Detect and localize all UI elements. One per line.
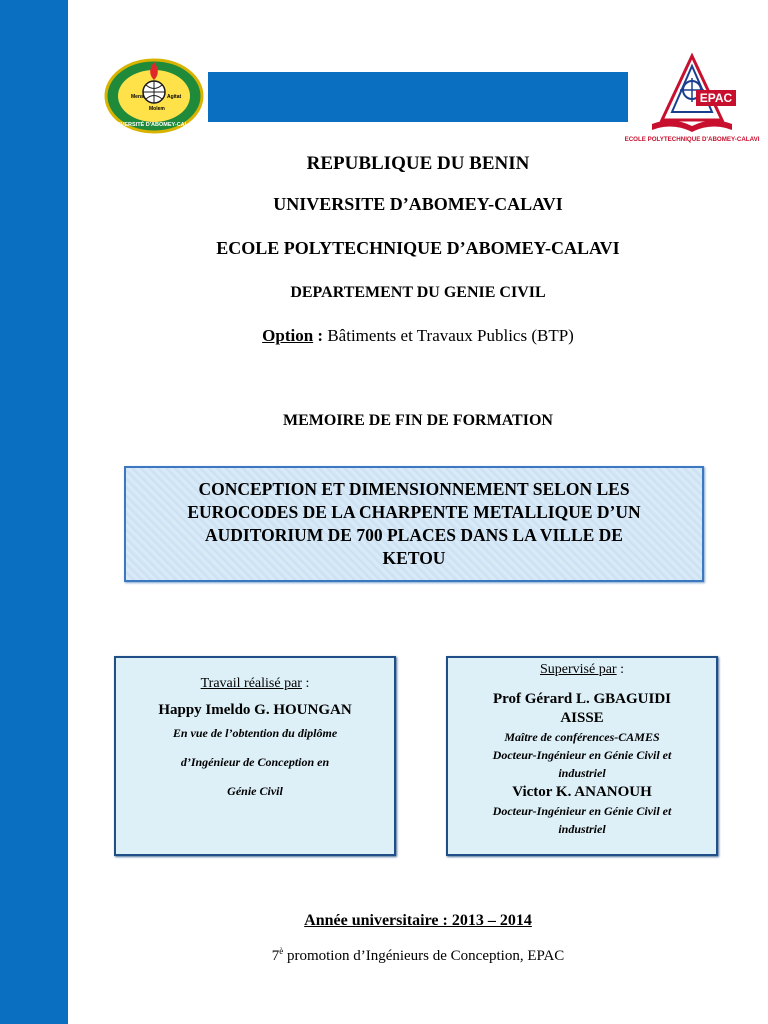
promotion-text: promotion d’Ingénieurs de Conception, EPAC: [283, 948, 565, 964]
supervisor-label: Supervisé par: [540, 662, 617, 677]
promotion-number: 7: [271, 948, 280, 964]
supervisor-1-title-2-line-1: Docteur-Ingénieur en Génie Civil et: [492, 748, 672, 762]
epac-acronym: EPAC: [699, 91, 733, 105]
thesis-title-line-2: EUROCODES DE LA CHARPENTE METALLIQUE D’UN: [187, 502, 641, 522]
thesis-title-box: [124, 466, 704, 582]
university-heading: UNIVERSITE D’ABOMEY-CALAVI: [273, 194, 563, 214]
left-blue-band: [0, 0, 68, 1024]
logo-motto-molem: Molem: [149, 106, 165, 112]
author-purpose-line-2: d’Ingénieur de Conception en: [180, 755, 330, 769]
author-name: Happy Imeldo G. HOUNGAN: [158, 702, 352, 718]
option-colon: :: [313, 326, 328, 345]
republic-heading: REPUBLIQUE DU BENIN: [306, 153, 530, 174]
thesis-title-line-4: KETOU: [382, 548, 446, 568]
epac-logo: [624, 50, 760, 144]
logo-motto-agitat: Agitat: [167, 94, 182, 100]
school-heading: ECOLE POLYTECHNIQUE D’ABOMEY-CALAVI: [216, 238, 620, 258]
academic-year: Année universitaire : 2013 – 2014: [304, 912, 532, 929]
supervisor-1-title-1: Maître de conférences-CAMES: [504, 730, 660, 744]
author-label-colon: :: [301, 676, 310, 691]
promotion-line: [68, 946, 768, 965]
epac-caption: ECOLE POLYTECHNIQUE D'ABOMEY-CALAVI: [624, 136, 760, 143]
author-box: [114, 656, 396, 856]
supervisor-label-line: [448, 662, 716, 678]
supervisor-2-name: Victor K. ANANOUH: [512, 784, 652, 800]
supervisor-1-title-2-line-2: industriel: [558, 766, 606, 780]
top-blue-band: [208, 72, 628, 122]
thesis-title-line-1: CONCEPTION ET DIMENSIONNEMENT SELON LES: [198, 479, 630, 499]
logo-motto-mens: Mens: [131, 94, 144, 100]
supervisor-box: [446, 656, 718, 856]
department-heading: DEPARTEMENT DU GENIE CIVIL: [290, 284, 546, 301]
logo-ring-text: UNIVERSITÉ D'ABOMEY-CALAVI: [111, 122, 197, 128]
option-label: Option: [262, 326, 314, 345]
supervisor-2-title-line-1: Docteur-Ingénieur en Génie Civil et: [492, 804, 672, 818]
supervisor-1-name-line-1: Prof Gérard L. GBAGUIDI: [492, 691, 672, 707]
supervisor-1-name-line-2: AISSE: [560, 710, 604, 726]
supervisor-label-colon: :: [616, 662, 624, 677]
thesis-title: [187, 478, 640, 570]
author-label: Travail réalisé par: [200, 676, 302, 691]
option-value: Bâtiments et Travaux Publics (BTP): [327, 326, 574, 345]
author-purpose-line-1: En vue de l’obtention du diplôme: [172, 726, 338, 740]
university-logo: [104, 56, 204, 134]
author-purpose-line-3: Génie Civil: [227, 784, 283, 798]
supervisor-2-title-line-2: industriel: [558, 822, 606, 836]
thesis-title-line-3: AUDITORIUM DE 700 PLACES DANS LA VILLE DE: [205, 525, 623, 545]
memoire-label: MEMOIRE DE FIN DE FORMATION: [283, 412, 553, 429]
promotion-ordinal: è: [279, 946, 284, 956]
author-label-line: [116, 676, 394, 692]
option-line: [68, 326, 768, 346]
